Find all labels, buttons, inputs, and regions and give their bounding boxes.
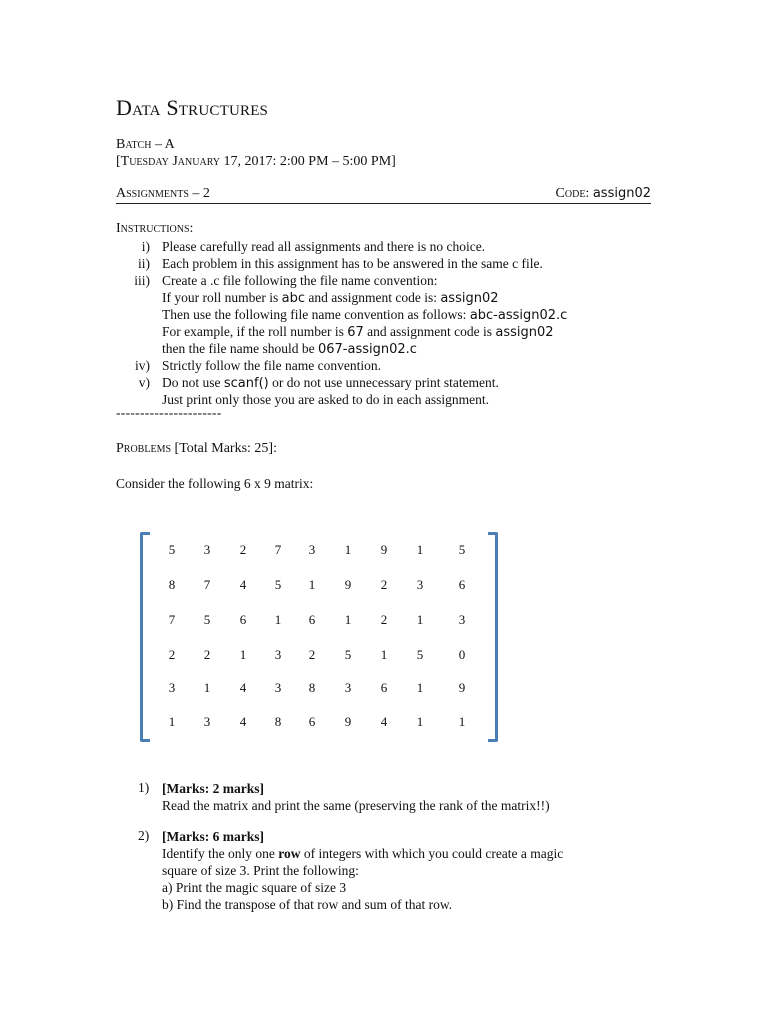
matrix-cell: 4: [239, 577, 247, 592]
instruction-text: [162, 323, 554, 341]
instruction-text-part: or do not use unnecessary print statement.: [268, 375, 499, 390]
problem-text: [162, 845, 563, 862]
code-text: assign02: [440, 291, 499, 306]
matrix-cell: 8: [308, 680, 316, 695]
problem-marks: [Marks: 6 marks]: [162, 829, 264, 844]
matrix-cell: 1: [380, 647, 388, 662]
problem-text-part: of integers with which you could create a magic: [300, 846, 564, 861]
matrix-intro: Consider the following 6 x 9 matrix:: [116, 476, 314, 491]
matrix-cell: 8: [274, 714, 282, 729]
matrix-cell: 4: [239, 714, 247, 729]
code-label: Code:: [555, 186, 593, 201]
matrix-cell: 6: [380, 680, 388, 695]
code-text: scanf(): [223, 376, 269, 391]
matrix-cell: 1: [203, 680, 211, 695]
matrix-cell: 0: [458, 647, 466, 662]
instruction-text: Please carefully read all assignments and there is no choice.: [162, 239, 486, 254]
problems-heading-label: Problems: [116, 441, 172, 456]
matrix-cell: 5: [458, 542, 466, 557]
code-text: 067-assign02.c: [317, 342, 417, 357]
problem-text-part: Identify the only one: [162, 846, 279, 861]
matrix: [140, 532, 498, 742]
matrix-cell: 6: [239, 612, 247, 627]
matrix-cell: 9: [344, 577, 352, 592]
instruction-text-part: If your roll number is: [162, 290, 282, 305]
instruction-text-part: then the file name should be: [162, 341, 318, 356]
code-text: abc: [281, 291, 305, 306]
matrix-cell: 7: [274, 542, 282, 557]
matrix-cell: 8: [168, 577, 176, 592]
matrix-cell: 1: [416, 542, 424, 557]
instruction-text: [162, 289, 499, 307]
matrix-cell: 3: [203, 714, 211, 729]
problem-text-bold: row: [278, 846, 301, 861]
matrix-cell: 2: [203, 647, 211, 662]
matrix-cell: 1: [274, 612, 282, 627]
problem-text: b) Find the transpose of that row and sum of that row.: [162, 897, 453, 912]
assignment-code: [556, 186, 651, 202]
matrix-cell: 2: [168, 647, 176, 662]
matrix-right-bracket: [488, 532, 498, 742]
instruction-text-part: Do not use: [162, 375, 224, 390]
matrix-cell: 5: [274, 577, 282, 592]
instruction-number: iii): [134, 273, 150, 288]
matrix-cell: 7: [168, 612, 176, 627]
instruction-number: v): [138, 375, 150, 390]
matrix-cell: 4: [239, 680, 247, 695]
matrix-cell: 3: [203, 542, 211, 557]
header-divider: [116, 203, 651, 204]
instruction-text-part: For example, if the roll number is: [162, 324, 348, 339]
problem-text: square of size 3. Print the following:: [162, 863, 359, 878]
matrix-cell: 5: [344, 647, 352, 662]
instruction-number: iv): [135, 358, 150, 373]
matrix-cell: 6: [308, 612, 316, 627]
separator-line: ----------------------: [116, 405, 222, 420]
instruction-text: [162, 374, 499, 392]
problem-marks: [Marks: 2 marks]: [162, 781, 264, 796]
instruction-number: ii): [138, 256, 150, 271]
matrix-cell: 1: [344, 612, 352, 627]
matrix-cell: 9: [380, 542, 388, 557]
matrix-cell: 2: [380, 612, 388, 627]
instruction-number: i): [141, 239, 150, 254]
matrix-cell: 3: [344, 680, 352, 695]
matrix-cell: 9: [344, 714, 352, 729]
instruction-text: Just print only those you are asked to do in each assignment.: [162, 392, 489, 407]
instructions-heading: Instructions:: [116, 221, 194, 236]
matrix-cell: 2: [239, 542, 247, 557]
page-title: Data Structures: [116, 95, 269, 120]
problems-heading-marks: [Total Marks: 25]:: [171, 441, 277, 456]
matrix-cell: 1: [168, 714, 176, 729]
problems-heading: [116, 441, 277, 457]
matrix-cell: 3: [274, 647, 282, 662]
matrix-cell: 1: [308, 577, 316, 592]
instruction-text: [162, 306, 567, 324]
instruction-text-part: Then use the following file name convention as follows:: [162, 307, 470, 322]
instruction-text-part: and assignment code is: [363, 324, 496, 339]
matrix-cell: 3: [274, 680, 282, 695]
instruction-text-part: and assignment code is:: [304, 290, 441, 305]
matrix-cell: 6: [458, 577, 466, 592]
matrix-cell: 4: [380, 714, 388, 729]
matrix-cell: 2: [308, 647, 316, 662]
matrix-cell: 1: [344, 542, 352, 557]
code-text: 67: [347, 325, 364, 340]
matrix-cell: 1: [416, 612, 424, 627]
matrix-cell: 5: [203, 612, 211, 627]
matrix-left-bracket: [140, 532, 150, 742]
matrix-cell: 3: [416, 577, 424, 592]
matrix-cell: 1: [416, 680, 424, 695]
matrix-cell: 1: [239, 647, 247, 662]
batch-label: Batch – A: [116, 137, 175, 152]
problem-number: 2): [138, 828, 150, 843]
code-text: assign02: [495, 325, 554, 340]
matrix-cell: 6: [308, 714, 316, 729]
matrix-cell: 1: [416, 714, 424, 729]
code-text: abc-assign02.c: [469, 308, 568, 323]
schedule-text: [Tuesday January 17, 2017: 2:00 PM – 5:00 PM]: [116, 154, 396, 169]
instruction-text: Each problem in this assignment has to be answered in the same c file.: [162, 256, 543, 271]
matrix-cell: 2: [380, 577, 388, 592]
matrix-cell: 3: [458, 612, 466, 627]
matrix-cell: 9: [458, 680, 466, 695]
matrix-cell: 1: [458, 714, 466, 729]
instruction-text: [162, 340, 417, 358]
matrix-cell: 5: [168, 542, 176, 557]
matrix-cell: 3: [308, 542, 316, 557]
instruction-text: Create a .c file following the file name convention:: [162, 273, 438, 288]
matrix-cell: 5: [416, 647, 424, 662]
problem-number: 1): [138, 780, 150, 795]
code-value: assign02: [592, 186, 651, 201]
matrix-cell: 7: [203, 577, 211, 592]
matrix-cell: 3: [168, 680, 176, 695]
assignment-label: Assignments – 2: [116, 186, 210, 201]
problem-text: Read the matrix and print the same (preserving the rank of the matrix!!): [162, 798, 550, 813]
instruction-text: Strictly follow the file name convention.: [162, 358, 381, 373]
problem-text: a) Print the magic square of size 3: [162, 880, 347, 895]
